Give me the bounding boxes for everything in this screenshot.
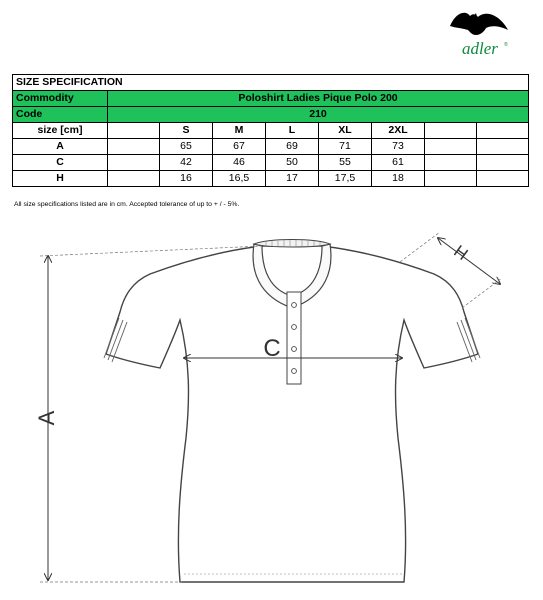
- size-s: S: [160, 123, 213, 139]
- table-title: SIZE SPECIFICATION: [13, 75, 529, 91]
- table-cell: 16: [160, 171, 213, 187]
- row-label: A: [13, 139, 108, 155]
- table-row-a: [13, 139, 529, 155]
- table-cell: 16,5: [213, 171, 266, 187]
- adler-logo: [440, 4, 530, 64]
- dimension-c-label: C: [263, 335, 281, 362]
- commodity-row: [13, 91, 529, 107]
- table-cell: 42: [160, 155, 213, 171]
- size-2xl: 2XL: [372, 123, 425, 139]
- table-cell: 67: [213, 139, 266, 155]
- table-row-h: [13, 171, 529, 187]
- size-header: size [cm]: [13, 123, 108, 139]
- dimension-h-line: [438, 238, 500, 284]
- table-cell: 17: [266, 171, 319, 187]
- table-cell: 71: [319, 139, 372, 155]
- size-xl: XL: [319, 123, 372, 139]
- table-cell: 50: [266, 155, 319, 171]
- row-label: H: [13, 171, 108, 187]
- dimension-a-label: A: [34, 410, 59, 426]
- table-cell: 18: [372, 171, 425, 187]
- code-value: 210: [108, 107, 529, 123]
- table-cell: 17,5: [319, 171, 372, 187]
- size-m: M: [213, 123, 266, 139]
- size-l: L: [266, 123, 319, 139]
- table-cell: 65: [160, 139, 213, 155]
- table-cell: 61: [372, 155, 425, 171]
- table-cell: 73: [372, 139, 425, 155]
- commodity-label: Commodity: [13, 91, 108, 107]
- logo-text: adler: [462, 39, 498, 58]
- title-row: [13, 75, 529, 91]
- size-specification-table: [12, 74, 529, 187]
- svg-text:®: ®: [504, 42, 508, 48]
- table-cell: 55: [319, 155, 372, 171]
- code-label: Code: [13, 107, 108, 123]
- eagle-icon: [450, 13, 508, 35]
- polo-shirt-diagram: [0, 222, 543, 600]
- row-label: C: [13, 155, 108, 171]
- tolerance-note: All size specifications listed are in cm. Accepted tolerance of up to + / - 5%.: [14, 201, 240, 208]
- table-cell: 46: [213, 155, 266, 171]
- table-cell: 69: [266, 139, 319, 155]
- size-header-row: [13, 123, 529, 139]
- table-row-c: [13, 155, 529, 171]
- commodity-value: Poloshirt Ladies Pique Polo 200: [108, 91, 529, 107]
- code-row: [13, 107, 529, 123]
- dimension-h-label: H: [450, 241, 472, 265]
